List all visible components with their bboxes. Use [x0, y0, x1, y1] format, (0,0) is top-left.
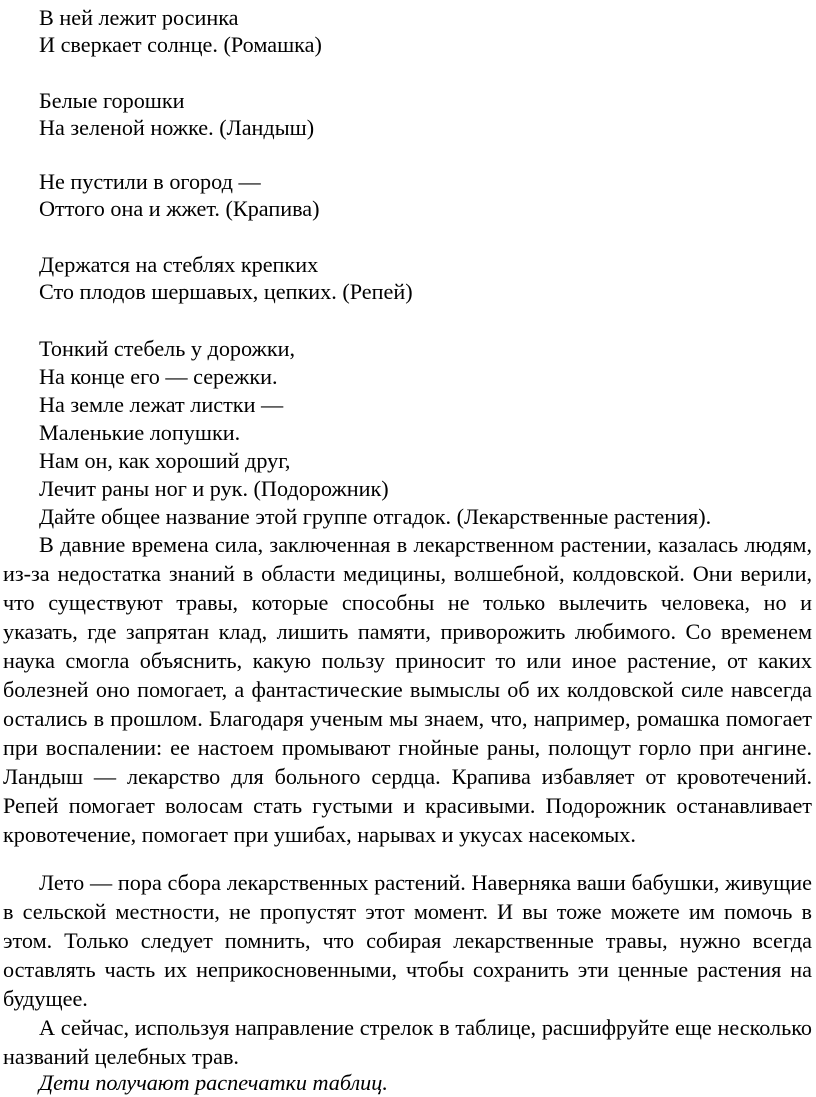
stage-note: Дети получают распечатки таблиц.: [39, 1070, 388, 1095]
paragraph-summer: Лето — пора сбора лекарственных растений. Наверняка ваши бабушки, живущие в сельской местности, не пропустят этот момент. И вы тоже можете им помочь в этом. Только следует помнить, что собирая лекарственные травы, нужно всегда оставлять часть их неприкосновенными, чтобы сохранить эти ценные растения на будущее.: [3, 870, 812, 1011]
riddle-2-line-2: На зеленой ножке. (Ландыш): [39, 115, 315, 140]
riddle-2-line-1: Белые горошки: [39, 88, 185, 113]
riddle-5-line-6: Лечит раны ног и рук. (Подорожник): [39, 476, 389, 501]
riddle-5-line-3: На земле лежат листки —: [39, 392, 284, 417]
riddle-5-line-4: Маленькие лопушки.: [39, 420, 241, 445]
riddle-4-line-1: Держатся на стеблях крепких: [39, 252, 319, 277]
riddle-4-line-2: Сто плодов шершавых, цепких. (Репей): [39, 279, 413, 304]
riddle-1-line-1: В ней лежит росинка: [39, 5, 239, 30]
riddle-3-line-1: Не пустили в огород —: [39, 169, 261, 194]
riddle-5-line-1: Тонкий стебель у дорожки,: [39, 336, 296, 361]
paragraph-task: А сейчас, используя направление стрелок в таблице, расшифруйте еще несколько названий целебных трав.: [3, 1015, 812, 1069]
riddle-5-line-2: На конце его — сережки.: [39, 364, 278, 389]
riddle-3-line-2: Оттого она и жжет. (Крапива): [39, 196, 320, 221]
riddle-1-line-2: И сверкает солнце. (Ромашка): [39, 32, 322, 57]
riddle-5-line-5: Нам он, как хороший друг,: [39, 448, 291, 473]
paragraph-history: В давние времена сила, заключенная в лекарственном растении, казалась людям, из-за недостатка знаний в области медицины, волшебной, колдовской. Они верили, что существуют травы, которые способны не только вылечить человека, но и указать, где запрятан клад, лишить памяти, приворожить любимого. Со временем наука смогла объяснить, какую пользу приносит то или иное растение, от каких болезней оно помогает, а фантастические вымыслы об их колдовской силе навсегда остались в прошлом. Благодаря ученым мы знаем, что, например, ромашка помогает при воспалении: ее настоем промывают гнойные раны, полощут горло при ангине. Ландыш — лекарство для больного сердца. Крапива избавляет от кровотечений. Репей помогает волосам стать густыми и красивыми. Подорожник останавливает кровотечение, помогает при ушибах, нарывах и укусах насекомых.: [3, 532, 812, 847]
summary-question: Дайте общее название этой группе отгадок. (Лекарственные растения).: [39, 504, 712, 529]
